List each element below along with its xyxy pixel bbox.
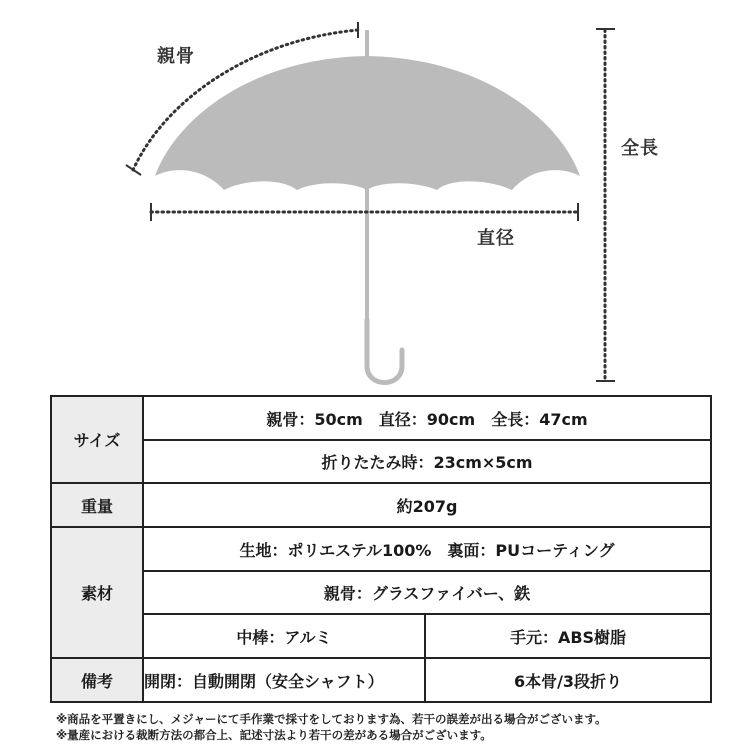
table-row bbox=[51, 614, 711, 658]
rib-dimension-end-bottom bbox=[126, 165, 141, 175]
remarks-opening: 開閉：自動開閉（安全シャフト） bbox=[143, 658, 425, 702]
table-row bbox=[51, 396, 711, 440]
umbrella-tip bbox=[365, 30, 369, 58]
total-length-label: 全長 bbox=[621, 138, 659, 159]
material-rib: 親骨：グラスファイバー、鉄 bbox=[143, 571, 711, 614]
diameter-label: 直径 bbox=[477, 228, 515, 249]
material-shaft: 中棒：アルミ bbox=[143, 614, 425, 658]
spec-table bbox=[50, 395, 712, 703]
rib-label: 親骨 bbox=[157, 46, 195, 67]
table-row bbox=[51, 571, 711, 614]
material-header: 素材 bbox=[51, 527, 143, 658]
size-dimensions: 親骨：50cm 直径：90cm 全長：47cm bbox=[143, 396, 711, 440]
weight-header: 重量 bbox=[51, 483, 143, 527]
table-row bbox=[51, 658, 711, 702]
remarks-ribs: 6本骨/3段折り bbox=[425, 658, 711, 702]
table-row bbox=[51, 440, 711, 483]
weight-value: 約207g bbox=[143, 483, 711, 527]
note-production: ※量産における裁断方法の都合上、記述寸法より若干の差がある場合がございます。 bbox=[56, 728, 492, 742]
size-header: サイズ bbox=[51, 396, 143, 483]
umbrella-handle bbox=[367, 320, 402, 383]
material-handle: 手元：ABS樹脂 bbox=[425, 614, 711, 658]
material-fabric: 生地：ポリエステル100% 裏面：PUコーティング bbox=[143, 527, 711, 571]
umbrella-shaft bbox=[365, 188, 369, 322]
table-row bbox=[51, 483, 711, 527]
note-measurement: ※商品を平置きにし、メジャーにて手作業で採寸をしております為、若干の誤差が出る場合がございます。 bbox=[56, 712, 607, 726]
size-folded: 折りたたみ時：23cm×5cm bbox=[143, 440, 711, 483]
notes bbox=[56, 711, 746, 743]
table-row bbox=[51, 527, 711, 571]
remarks-header: 備考 bbox=[51, 658, 143, 702]
